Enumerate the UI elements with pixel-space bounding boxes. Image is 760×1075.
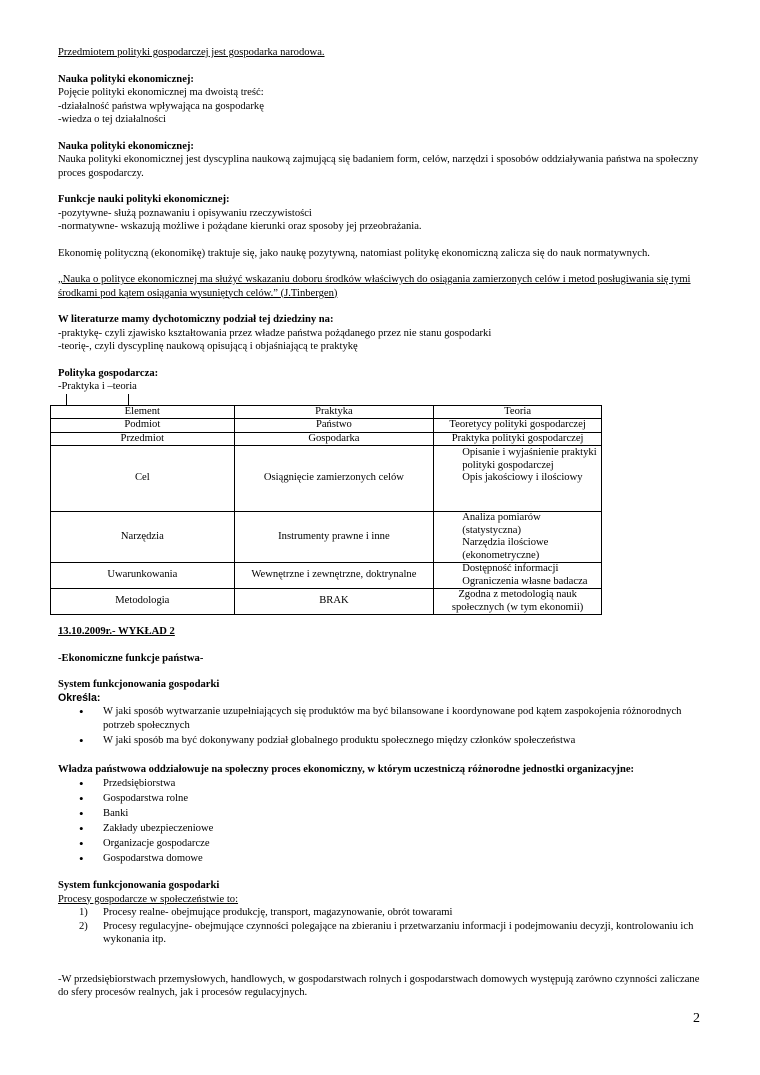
cell-line: Ograniczenia własne badacza: [462, 575, 588, 587]
bullet-list: [58, 705, 708, 748]
document-page: [58, 46, 708, 1000]
table-cell: Państwo: [234, 419, 434, 433]
table-row: [51, 589, 602, 615]
numbered-list: [58, 906, 708, 947]
text-line: -pozytywne- służą poznawaniu i opisywaniu rzeczywistości: [58, 207, 312, 219]
table-cell: Metodologia: [51, 589, 235, 615]
table-cell: Instrumenty prawne i inne: [234, 512, 434, 563]
cell-line: Dostępność informacji: [462, 563, 559, 574]
table-cell: Zgodna z metodologią nauk społecznych (w tym ekonomii): [434, 589, 602, 615]
list-item: [79, 906, 708, 920]
paragraph: Nauka polityki ekonomicznej jest dyscyplina naukową zajmującą się badaniem form, celów, narzędzi i sposobów oddziaływania państwa na społeczny proces gospodarczy.: [58, 154, 699, 179]
table-row: [51, 512, 602, 563]
table-cell: Cel: [51, 446, 235, 512]
list-item: • Zakłady ubezpieczeniowe: [103, 821, 708, 836]
section-heading: System funkcjonowania gospodarki: [58, 880, 220, 891]
tree-line: [128, 394, 129, 405]
table-cell: Gospodarka: [234, 432, 434, 446]
section-heading: Funkcje nauki polityki ekonomicznej:: [58, 194, 230, 205]
header-cell: Element: [51, 405, 235, 419]
section-heading: Władza państwowa oddziałowuje na społeczny proces ekonomiczny, w którym uczestniczą różnorodne jednostki organizacyjne:: [58, 763, 635, 775]
text-line: -praktykę- czyli zjawisko kształtowania przez władze państwa pożądanego przez nie stanu gospodarki: [58, 327, 492, 339]
tree-connector: [66, 394, 708, 405]
table-cell: Podmiot: [51, 419, 235, 433]
subheading: Procesy gospodarcze w społeczeństwie to:: [58, 893, 239, 905]
list-item: • W jaki sposób wytwarzanie uzupełniających się produktów ma być bilansowane i koordynowane pod kątem zaspokojenia różnorodnych potrzeb społecznych: [103, 705, 708, 732]
tinbergen-quote: „Nauka o polityce ekonomicznej ma służyć wskazaniu doboru środków właściwych do osiągania zamierzonych celów i metod posługiwania się tymi środkami pod kątem osiągania wysuniętych celów.” (J.Tinbergen): [58, 274, 691, 299]
table-cell: Teoretycy polityki gospodarczej: [434, 419, 602, 433]
section-heading: Polityka gospodarcza:: [58, 367, 159, 379]
section-heading: Nauka polityki ekonomicznej:: [58, 73, 194, 85]
item-text: Procesy realne- obejmujące produkcję, transport, magazynowanie, obrót towarami: [103, 907, 453, 918]
section-heading: Nauka polityki ekonomicznej:: [58, 140, 194, 152]
list-item: • Organizacje gospodarcze: [103, 836, 708, 851]
list-item: [79, 920, 708, 947]
text-line: -wiedza o tej działalności: [58, 114, 166, 125]
table-cell: Uwarunkowania: [51, 563, 235, 589]
table-cell: Wewnętrzne i zewnętrzne, doktrynalne: [234, 563, 434, 589]
section-heading: -Ekonomiczne funkcje państwa-: [58, 652, 204, 664]
item-text: Procesy regulacyjne- obejmujące czynności polegające na zbieraniu i przetwarzaniu informacji i podejmowaniu decyzji, kontrolowaniu ich wykonania itp.: [103, 920, 694, 945]
list-item: • W jaki sposób ma być dokonywany podział globalnego produktu społecznego między członków społeczeństwa: [103, 734, 708, 748]
text-line: -normatywne- wskazują możliwe i pożądane kierunki oraz sposoby jej przeobrażania.: [58, 221, 422, 232]
list-item: • Gospodarstwa domowe: [103, 851, 708, 866]
table-cell: Praktyka polityki gospodarczej: [434, 432, 602, 446]
text-line: -Praktyka i –teoria: [58, 381, 137, 392]
table-cell: [434, 512, 602, 563]
table-row: [51, 419, 602, 433]
header-cell: Teoria: [434, 405, 602, 419]
cell-line: Opisanie i wyjaśnienie praktyki polityki gospodarczej: [462, 447, 597, 471]
bullet-list: [58, 776, 708, 866]
list-item: • Przedsiębiorstwa: [103, 776, 708, 791]
cell-line: Narzędzia ilościowe (ekonometryczne): [462, 537, 549, 561]
table-cell: [434, 446, 602, 512]
item-number: 1): [79, 907, 88, 918]
list-item: • Gospodarstwa rolne: [103, 791, 708, 806]
intro-line: Przedmiotem polityki gospodarczej jest gospodarka narodowa.: [58, 47, 325, 58]
cell-line: Opis jakościowy i ilościowy: [462, 472, 583, 483]
comparison-table: [50, 405, 602, 616]
table-row: [51, 563, 602, 589]
table-cell: Narzędzia: [51, 512, 235, 563]
item-number: 2): [79, 920, 88, 932]
lecture-heading: 13.10.2009r.- WYKŁAD 2: [58, 626, 175, 637]
tree-line: [66, 394, 67, 405]
table-row: [51, 446, 602, 512]
paragraph: Ekonomię polityczną (ekonomikę) traktuje się, jako naukę pozytywną, natomiast politykę ekonomiczną zalicza się do nauk normatywnych.: [58, 247, 650, 259]
table-cell: Przedmiot: [51, 432, 235, 446]
header-cell: Praktyka: [234, 405, 434, 419]
paragraph: -W przedsiębiorstwach przemysłowych, handlowych, w gospodarstwach rolnych i gospodarstwach domowych występują zarówno czynności zaliczane do sfery procesów realnych, jak i procesów regulacyjnych.: [58, 973, 700, 998]
text-line: Pojęcie polityki ekonomicznej ma dwoistą treść:: [58, 87, 264, 98]
table-row: [51, 432, 602, 446]
subheading: Określa:: [58, 691, 101, 704]
text-line: -teorię-, czyli dyscyplinę naukową opisującą i objaśniającą te praktykę: [58, 341, 358, 352]
section-heading: W literaturze mamy dychotomiczny podział tej dziedziny na:: [58, 314, 334, 325]
table-cell: Osiągnięcie zamierzonych celów: [234, 446, 434, 512]
cell-line: Analiza pomiarów (statystyczna): [462, 512, 541, 536]
list-item: • Banki: [103, 806, 708, 821]
table-cell: [434, 563, 602, 589]
page-number: 2: [693, 1011, 700, 1026]
table-cell: BRAK: [234, 589, 434, 615]
section-heading: System funkcjonowania gospodarki: [58, 679, 220, 690]
text-line: -działalność państwa wpływająca na gospodarkę: [58, 100, 264, 112]
table-header-row: [51, 405, 602, 419]
